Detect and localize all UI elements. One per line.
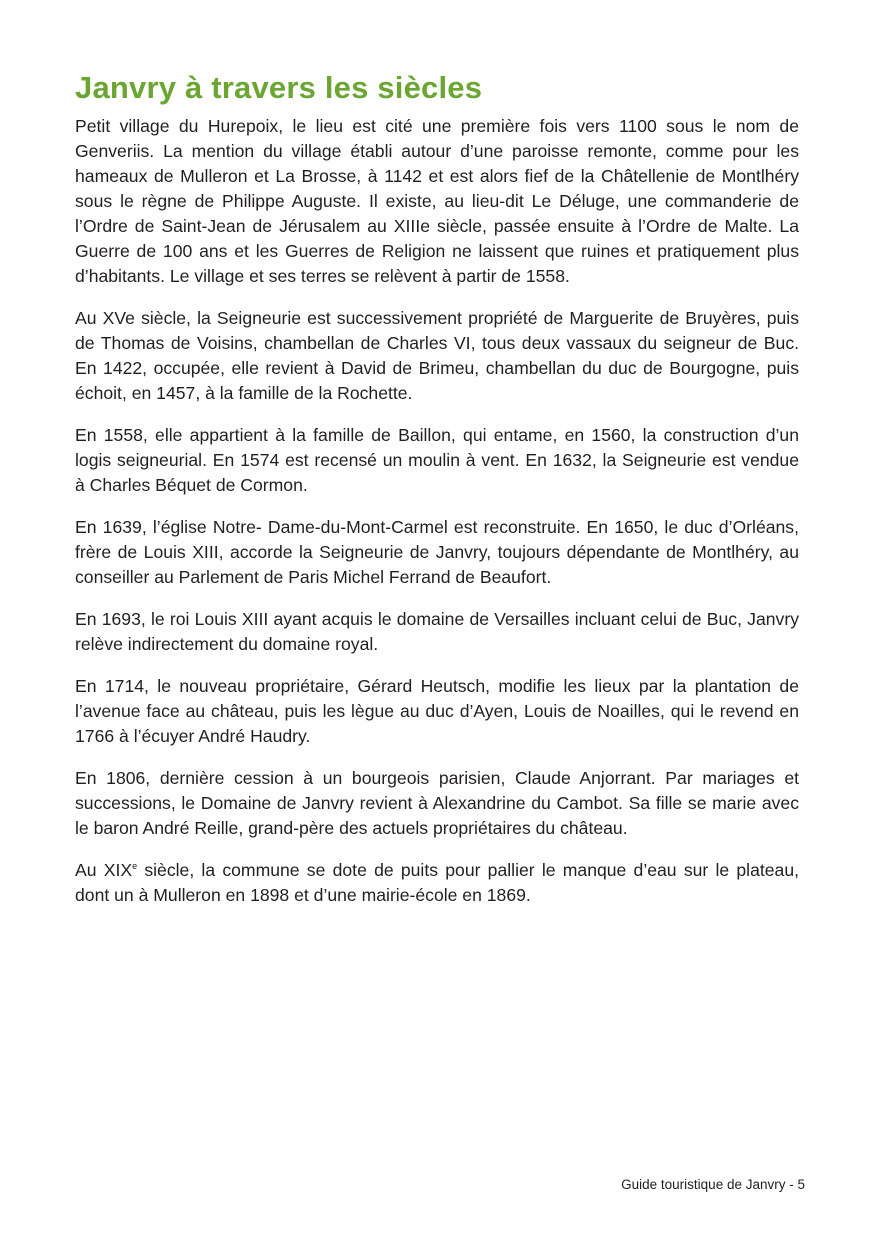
paragraph-xixe-start: Au XIX bbox=[75, 860, 133, 880]
paragraph-origins: Petit village du Hurepoix, le lieu est cité une première fois vers 1100 sous le nom de Genveriis. La mention du village établi autour d’une paroisse remonte, comme pour les hameaux de Mulleron et La Brosse, à 1142 et est alors fief de la Châtellenie de Montlhéry sous le règne de Philippe Auguste. Il existe, au lieu-dit Le Déluge, une commanderie de l’Ordre de Saint-Jean de Jérusalem au XIIIe siècle, passée ensuite à l’Ordre de Malte. La Guerre de 100 ans et les Guerres de Religion ne laissent que ruines et pratiquement plus d’habitants. Le village et ses terres se relèvent à partir de 1558. bbox=[75, 116, 799, 286]
superscript-e: e bbox=[132, 861, 138, 872]
paragraph-xve-siecle: Au XVe siècle, la Seigneurie est successivement propriété de Marguerite de Bruyères, puis de Thomas de Voisins, chambellan de Charles VI, tous deux vassaux du seigneur de Buc. En 1422, occupée, elle revient à David de Brimeu, chambellan du duc de Bourgogne, puis échoit, en 1457, à la famille de la Rochette. bbox=[75, 308, 799, 403]
page-title: Janvry à travers les siècles bbox=[75, 70, 483, 105]
paragraph-1693: En 1693, le roi Louis XIII ayant acquis le domaine de Versailles incluant celui de Buc, Janvry relève indirectement du domaine royal. bbox=[75, 609, 799, 654]
paragraph-1639: En 1639, l’église Notre- Dame-du-Mont-Carmel est reconstruite. En 1650, le duc d’Orléans, frère de Louis XIII, accorde la Seigneurie de Janvry, toujours dépendante de Montlhéry, au conseiller au Parlement de Paris Michel Ferrand de Beaufort. bbox=[75, 517, 799, 587]
page-footer: Guide touristique de Janvry - 5 bbox=[621, 1177, 805, 1192]
paragraph-xixe-siecle bbox=[75, 858, 799, 908]
paragraph-1558: En 1558, elle appartient à la famille de Baillon, qui entame, en 1560, la construction d’un logis seigneurial. En 1574 est recensé un moulin à vent. En 1632, la Seigneurie est vendue à Charles Béquet de Cormon. bbox=[75, 425, 799, 495]
paragraph-1806: En 1806, dernière cession à un bourgeois parisien, Claude Anjorrant. Par mariages et successions, le Domaine de Janvry revient à Alexandrine du Cambot. Sa fille se marie avec le baron André Reille, grand-père des actuels propriétaires du château. bbox=[75, 768, 799, 838]
paragraph-1714: En 1714, le nouveau propriétaire, Gérard Heutsch, modifie les lieux par la plantation de l’avenue face au château, puis les lègue au duc d’Ayen, Louis de Noailles, qui le revend en 1766 à l’écuyer André Haudry. bbox=[75, 676, 799, 746]
page-content bbox=[75, 66, 799, 925]
paragraph-xixe-rest: siècle, la commune se dote de puits pour pallier le manque d’eau sur le plateau, dont un à Mulleron en 1898 et d’une mairie-école en 1869. bbox=[75, 860, 799, 905]
